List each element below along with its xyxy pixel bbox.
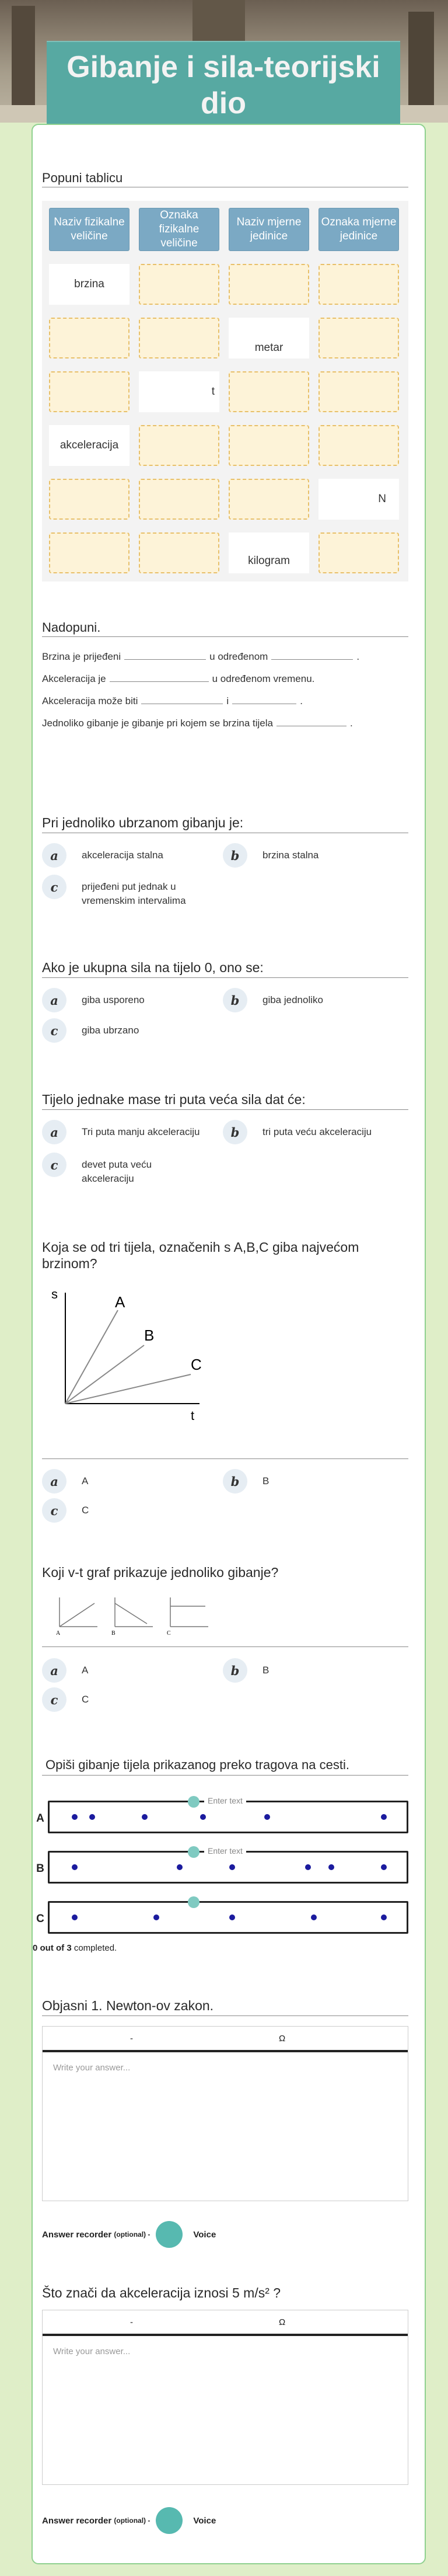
- word-card[interactable]: akceleracija: [49, 425, 130, 466]
- symbol-button[interactable]: Ω: [279, 2317, 286, 2327]
- blank-input[interactable]: [141, 696, 223, 704]
- fill-heading: Nadopuni.: [42, 620, 101, 635]
- v-t-graphs: [48, 1592, 217, 1638]
- fill-sentence-2: Akceleracija je u određenom vremenu.: [42, 673, 315, 684]
- option-a[interactable]: a giba usporeno: [42, 988, 187, 1012]
- line-label: A: [115, 1293, 125, 1311]
- answer-textarea[interactable]: Write your answer...: [53, 2063, 131, 2073]
- drop-zone[interactable]: [49, 532, 130, 573]
- option-badge: a: [42, 843, 66, 868]
- option-badge: c: [42, 1498, 66, 1523]
- fill-sentence-3: Akceleracija može biti i .: [42, 695, 303, 706]
- question-4: Koja se od tri tijela, označenih s A,B,C giba najvećom brzinom?: [42, 1240, 359, 1271]
- word-card[interactable]: metar: [229, 318, 309, 358]
- track-label: C: [36, 1913, 44, 1925]
- option-badge: b: [223, 1658, 247, 1683]
- symbol-button[interactable]: Ω: [279, 2034, 286, 2044]
- drag-drop-table: [42, 201, 408, 582]
- option-a[interactable]: a A: [42, 1469, 187, 1494]
- drop-zone[interactable]: [318, 371, 399, 412]
- question-7: Objasni 1. Newton-ov zakon.: [42, 1998, 214, 2013]
- option-badge: b: [223, 843, 247, 868]
- option-badge: b: [223, 988, 247, 1012]
- word-card[interactable]: N: [318, 479, 399, 520]
- option-badge: b: [223, 1120, 247, 1144]
- option-a[interactable]: a A: [42, 1658, 187, 1683]
- track-label: A: [36, 1812, 44, 1825]
- word-card[interactable]: t: [139, 371, 219, 412]
- blank-input[interactable]: [124, 652, 206, 660]
- answer-recorder: Answer recorder (optional) - Voice: [42, 2221, 216, 2248]
- toolbar-button[interactable]: -: [130, 2034, 133, 2044]
- option-c[interactable]: c C: [42, 1687, 187, 1712]
- drop-zone[interactable]: [49, 318, 130, 358]
- blank-input[interactable]: [276, 718, 346, 726]
- drop-zone[interactable]: [229, 371, 309, 412]
- editor-toolbar: [43, 2027, 408, 2052]
- option-badge: c: [42, 1018, 66, 1043]
- worksheet-card: [32, 124, 426, 2564]
- drop-zone[interactable]: [139, 532, 219, 573]
- word-card[interactable]: brzina: [49, 264, 130, 305]
- s-t-graph: [42, 1281, 217, 1421]
- track-label: B: [36, 1863, 44, 1875]
- option-c[interactable]: c prijeđeni put jednak u vremenskim intervalima: [42, 875, 210, 908]
- option-c[interactable]: c giba ubrzano: [42, 1018, 187, 1043]
- option-badge: a: [42, 1469, 66, 1494]
- option-c[interactable]: c devet puta veću akceleraciju: [42, 1153, 163, 1186]
- table-heading: Popuni tablicu: [42, 170, 123, 185]
- drop-zone[interactable]: [318, 318, 399, 358]
- drop-zone[interactable]: [49, 479, 130, 520]
- fill-sentence-1: Brzina je prijeđeni u određenom .: [42, 651, 360, 662]
- drop-zone[interactable]: [229, 264, 309, 305]
- record-voice-button[interactable]: [156, 2507, 183, 2534]
- option-badge: a: [42, 988, 66, 1012]
- answer-recorder: Answer recorder (optional) - Voice: [42, 2507, 216, 2534]
- axis-label-x: t: [191, 1408, 195, 1421]
- graph-label: C: [167, 1630, 171, 1637]
- question-3: Tijelo jednake mase tri puta veća sila dat će:: [42, 1092, 306, 1107]
- line-label: C: [191, 1356, 202, 1373]
- text-input[interactable]: Enter text: [204, 1845, 246, 1857]
- option-badge: c: [42, 1687, 66, 1712]
- option-badge: b: [223, 1469, 247, 1494]
- drop-zone[interactable]: [229, 479, 309, 520]
- editor-toolbar: [43, 2310, 408, 2336]
- col-header: Oznaka mjerne jedinice: [318, 208, 399, 251]
- question-8: Što znači da akceleracija iznosi 5 m/s² ?: [42, 2285, 281, 2300]
- answer-textarea[interactable]: Write your answer...: [53, 2347, 131, 2356]
- page-title: Gibanje i sila-teorijski dio: [47, 41, 400, 128]
- word-card[interactable]: kilogram: [229, 532, 309, 573]
- progress-status: 0 out of 3 completed.: [33, 1943, 117, 1953]
- drop-zone[interactable]: [139, 479, 219, 520]
- graph-label: B: [111, 1630, 116, 1637]
- graph-label: A: [56, 1630, 61, 1637]
- option-b[interactable]: b giba jednoliko: [223, 988, 368, 1012]
- option-a[interactable]: a Tri puta manju akceleraciju: [42, 1120, 216, 1144]
- question-5: Koji v-t graf prikazuje jednoliko gibanje?: [42, 1565, 279, 1580]
- record-voice-button[interactable]: [156, 2221, 183, 2248]
- question-6: Opiši gibanje tijela prikazanog preko tragova na cesti.: [46, 1757, 349, 1772]
- drop-zone[interactable]: [139, 318, 219, 358]
- question-1: Pri jednoliko ubrzanom gibanju je:: [42, 815, 244, 830]
- drop-zone[interactable]: [139, 425, 219, 466]
- toolbar-button[interactable]: -: [130, 2317, 133, 2327]
- option-badge: c: [42, 875, 66, 899]
- answer-editor[interactable]: [42, 2310, 408, 2485]
- drop-zone[interactable]: [318, 532, 399, 573]
- col-header: Naziv mjerne jedinice: [229, 208, 309, 251]
- option-badge: a: [42, 1120, 66, 1144]
- option-b[interactable]: b tri puta veću akceleraciju: [223, 1120, 408, 1144]
- hotspot-pin[interactable]: [188, 1796, 200, 1808]
- option-b[interactable]: b brzina stalna: [223, 843, 368, 868]
- fill-sentence-4: Jednoliko gibanje je gibanje pri kojem se brzina tijela .: [42, 718, 353, 729]
- drop-zone[interactable]: [318, 264, 399, 305]
- drop-zone[interactable]: [229, 425, 309, 466]
- hotspot-pin[interactable]: [188, 1896, 200, 1908]
- blank-input[interactable]: [110, 674, 209, 682]
- option-badge: c: [42, 1153, 66, 1177]
- option-badge: a: [42, 1658, 66, 1683]
- option-b[interactable]: b B: [223, 1469, 368, 1494]
- option-c[interactable]: c C: [42, 1498, 187, 1523]
- blank-input[interactable]: [232, 696, 296, 704]
- option-a[interactable]: a akceleracija stalna: [42, 843, 187, 868]
- answer-editor[interactable]: [42, 2026, 408, 2201]
- option-b[interactable]: b B: [223, 1658, 368, 1683]
- drop-zone[interactable]: [318, 425, 399, 466]
- line-label: B: [144, 1327, 155, 1344]
- drop-zone[interactable]: [49, 371, 130, 412]
- question-2: Ako je ukupna sila na tijelo 0, ono se:: [42, 960, 264, 975]
- blank-input[interactable]: [271, 652, 353, 660]
- track-c: [48, 1901, 408, 1934]
- text-input[interactable]: Enter text: [204, 1795, 246, 1806]
- axis-label-y: s: [51, 1287, 58, 1301]
- drop-zone[interactable]: [139, 264, 219, 305]
- hotspot-pin[interactable]: [188, 1846, 200, 1858]
- col-header: Naziv fizikalne veličine: [49, 208, 130, 251]
- col-header: Oznaka fizikalne veličine: [139, 208, 219, 251]
